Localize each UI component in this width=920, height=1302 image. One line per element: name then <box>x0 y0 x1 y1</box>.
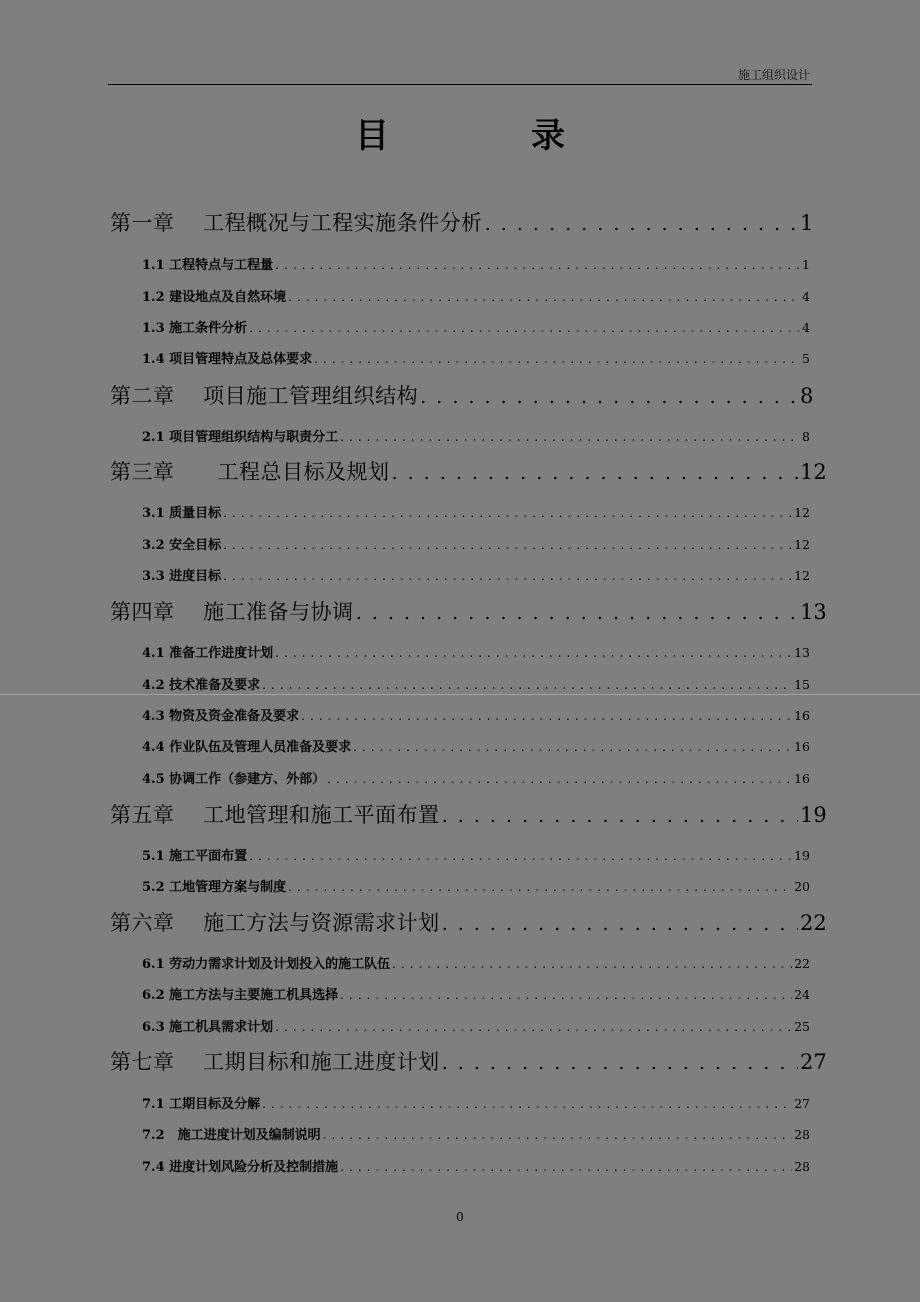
toc-section-entry[interactable] <box>110 675 810 695</box>
toc-entry-page: 27 <box>794 1096 810 1111</box>
toc-leader-dots <box>442 801 798 831</box>
toc-entry-page: 13 <box>800 600 827 624</box>
toc-section-entry[interactable] <box>110 846 810 866</box>
toc-section-entry[interactable] <box>110 1157 810 1177</box>
toc-entry-page: 16 <box>794 771 810 786</box>
toc-entry-page: 19 <box>794 848 810 863</box>
toc-section-entry[interactable] <box>110 737 810 757</box>
header-rule <box>108 84 812 85</box>
toc-title: 目 录 <box>355 116 619 156</box>
toc-entry-label: 5.1 施工平面布置 <box>142 849 248 864</box>
toc-section-entry[interactable] <box>110 318 810 338</box>
toc-section-entry[interactable] <box>110 643 810 663</box>
toc-leader-dots <box>340 427 800 447</box>
page-number: 0 <box>456 1210 464 1224</box>
toc-entry-label: 7.2 施工进度计划及编制说明 <box>142 1128 321 1143</box>
toc-entry-label: 5.2 工地管理方案与制度 <box>142 880 287 895</box>
toc-entry-page: 25 <box>794 1019 810 1034</box>
toc-entry-page: 15 <box>794 677 810 692</box>
toc-entry-label: 3.1 质量目标 <box>142 506 222 521</box>
toc-entry-label: 第二章 项目施工管理组织结构 <box>110 384 419 408</box>
toc-entry-label: 4.1 准备工作进度计划 <box>142 646 274 661</box>
toc-entry-page: 12 <box>794 537 810 552</box>
toc-leader-dots <box>314 349 800 369</box>
toc-leader-dots <box>249 846 792 866</box>
toc-section-entry[interactable] <box>110 954 810 974</box>
toc-entry-page: 27 <box>800 1050 827 1074</box>
toc-section-entry[interactable] <box>110 427 810 447</box>
toc-section-entry[interactable] <box>110 706 810 726</box>
toc-leader-dots <box>262 1094 792 1114</box>
toc-entry-label: 6.1 劳动力需求计划及计划投入的施工队伍 <box>142 957 391 972</box>
toc-entry-label: 7.4 进度计划风险分析及控制措施 <box>142 1160 339 1175</box>
toc-entry-label: 4.3 物资及资金准备及要求 <box>142 709 300 724</box>
toc-leader-dots <box>301 706 792 726</box>
toc-leader-dots <box>262 675 792 695</box>
toc-entry-label: 1.4 项目管理特点及总体要求 <box>142 352 313 367</box>
toc-entry-page: 16 <box>794 739 810 754</box>
toc-entry-page: 5 <box>802 351 810 366</box>
toc-entry-page: 28 <box>794 1159 810 1174</box>
toc-section-entry[interactable] <box>110 503 810 523</box>
toc-chapter-entry[interactable] <box>110 800 827 830</box>
toc-section-entry[interactable] <box>110 985 810 1005</box>
toc-section-entry[interactable] <box>110 255 810 275</box>
toc-entry-page: 12 <box>800 460 827 484</box>
toc-leader-dots <box>288 877 792 897</box>
toc-section-entry[interactable] <box>110 877 810 897</box>
toc-chapter-entry[interactable] <box>110 908 827 938</box>
toc-leader-dots <box>288 287 800 307</box>
toc-entry-page: 20 <box>794 879 810 894</box>
toc-entry-page: 4 <box>802 289 810 304</box>
toc-leader-dots <box>223 503 792 523</box>
toc-section-entry[interactable] <box>110 1094 810 1114</box>
toc-entry-label: 6.3 施工机具需求计划 <box>142 1020 274 1035</box>
toc-entry-label: 第六章 施工方法与资源需求计划 <box>110 911 440 935</box>
toc-leader-dots <box>223 535 792 555</box>
toc-entry-page: 28 <box>794 1127 810 1142</box>
toc-entry-page: 19 <box>800 803 827 827</box>
toc-leader-dots <box>485 209 798 239</box>
toc-leader-dots <box>340 985 792 1005</box>
toc-section-entry[interactable] <box>110 287 810 307</box>
toc-entry-label: 第三章 工程总目标及规划 <box>110 460 390 484</box>
toc-leader-dots <box>392 458 799 488</box>
toc-leader-dots <box>275 255 800 275</box>
toc-chapter-entry[interactable] <box>110 457 827 487</box>
toc-entry-page: 12 <box>794 505 810 520</box>
toc-entry-page: 22 <box>794 956 810 971</box>
toc-leader-dots <box>420 382 798 412</box>
toc-entry-label: 第五章 工地管理和施工平面布置 <box>110 803 440 827</box>
toc-entry-page: 1 <box>802 257 810 272</box>
toc-leader-dots <box>323 1125 792 1145</box>
toc-entry-page: 13 <box>794 645 810 660</box>
toc-entry-page: 12 <box>794 568 810 583</box>
toc-entry-page: 8 <box>802 429 810 444</box>
toc-entry-label: 1.3 施工条件分析 <box>142 321 248 336</box>
toc-entry-label: 4.4 作业队伍及管理人员准备及要求 <box>142 740 352 755</box>
toc-entry-label: 第一章 工程概况与工程实施条件分析 <box>110 211 483 235</box>
toc-chapter-entry[interactable] <box>110 208 814 238</box>
toc-chapter-entry[interactable] <box>110 1047 827 1077</box>
toc-leader-dots <box>249 318 800 338</box>
toc-section-entry[interactable] <box>110 1017 810 1037</box>
toc-entry-label: 第四章 施工准备与协调 <box>110 600 354 624</box>
toc-entry-page: 1 <box>800 211 814 235</box>
toc-leader-dots <box>275 643 792 663</box>
toc-leader-dots <box>442 909 798 939</box>
toc-section-entry[interactable] <box>110 349 810 369</box>
toc-leader-dots <box>327 769 792 789</box>
toc-section-entry[interactable] <box>110 1125 810 1145</box>
toc-leader-dots <box>353 737 792 757</box>
toc-section-entry[interactable] <box>110 535 810 555</box>
toc-entry-label: 7.1 工期目标及分解 <box>142 1097 261 1112</box>
header-title: 施工组织设计 <box>737 68 810 82</box>
toc-entry-label: 1.2 建设地点及自然环境 <box>142 290 287 305</box>
toc-entry-page: 22 <box>800 911 827 935</box>
toc-leader-dots <box>442 1048 798 1078</box>
toc-entry-page: 4 <box>802 320 810 335</box>
toc-entry-label: 4.2 技术准备及要求 <box>142 678 261 693</box>
toc-leader-dots <box>392 954 792 974</box>
toc-entry-label: 3.3 进度目标 <box>142 569 222 584</box>
toc-entry-label: 1.1 工程特点与工程量 <box>142 258 274 273</box>
toc-chapter-entry[interactable] <box>110 597 827 627</box>
toc-entry-label: 第七章 工期目标和施工进度计划 <box>110 1050 440 1074</box>
toc-entry-label: 4.5 协调工作（参建方、外部） <box>142 772 326 787</box>
toc-entry-label: 6.2 施工方法与主要施工机具选择 <box>142 988 339 1003</box>
toc-entry-label: 2.1 项目管理组织结构与职责分工 <box>142 430 339 445</box>
toc-entry-page: 24 <box>794 987 810 1002</box>
toc-entry-label: 3.2 安全目标 <box>142 538 222 553</box>
toc-section-entry[interactable] <box>110 566 810 586</box>
toc-leader-dots <box>356 598 798 628</box>
toc-leader-dots <box>275 1017 792 1037</box>
toc-entry-page: 8 <box>800 384 814 408</box>
toc-section-entry[interactable] <box>110 769 810 789</box>
toc-leader-dots <box>340 1157 792 1177</box>
toc-leader-dots <box>223 566 792 586</box>
toc-chapter-entry[interactable] <box>110 381 814 411</box>
toc-entry-page: 16 <box>794 708 810 723</box>
